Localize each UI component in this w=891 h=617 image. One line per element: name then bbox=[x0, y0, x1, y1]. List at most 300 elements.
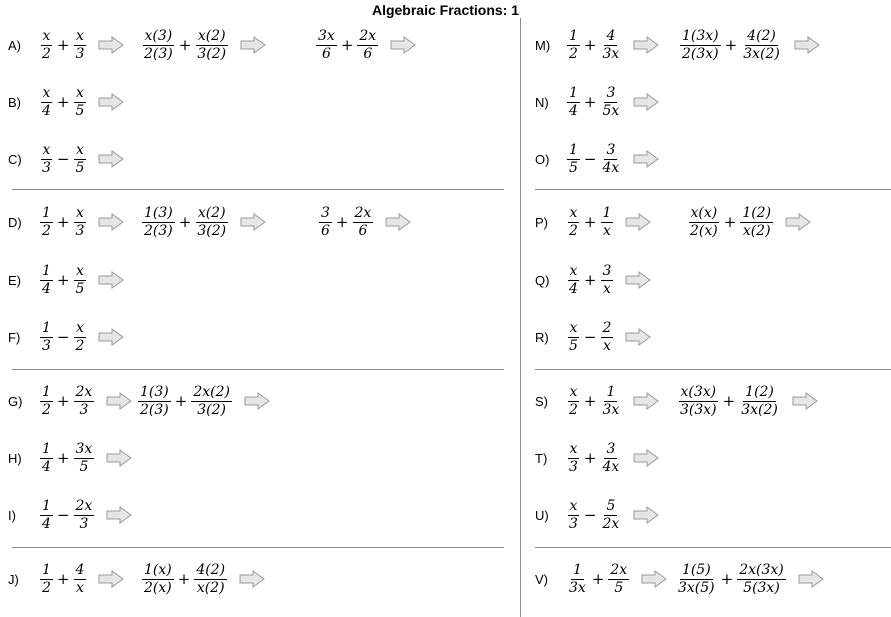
fraction bbox=[194, 563, 227, 595]
question-expression bbox=[565, 206, 615, 238]
fraction bbox=[40, 563, 53, 595]
step-expression bbox=[674, 563, 788, 595]
denominator: 3x bbox=[602, 45, 620, 62]
denominator: 2 bbox=[42, 401, 51, 418]
denominator: x(2) bbox=[196, 579, 225, 596]
denominator: 2(3x) bbox=[682, 45, 719, 62]
fraction bbox=[74, 321, 87, 353]
fraction bbox=[601, 321, 614, 353]
question-label: D) bbox=[8, 214, 22, 230]
arrow-icon bbox=[240, 36, 266, 54]
worked-step-v1 bbox=[674, 559, 834, 599]
question-expression bbox=[565, 264, 615, 296]
fraction bbox=[40, 143, 53, 175]
question-label: N) bbox=[535, 94, 549, 110]
operator: + bbox=[723, 213, 737, 231]
section-divider-left-3 bbox=[12, 547, 504, 548]
fraction bbox=[191, 385, 232, 417]
question-label: H) bbox=[8, 450, 22, 466]
worked-step-s1 bbox=[676, 381, 828, 421]
numerator: x bbox=[569, 383, 578, 400]
question-expression bbox=[565, 321, 615, 353]
denominator: 3(2) bbox=[197, 222, 227, 239]
fraction bbox=[567, 563, 588, 595]
denominator: 4 bbox=[569, 102, 578, 119]
arrow-icon bbox=[106, 506, 132, 524]
denominator: 3(2) bbox=[197, 401, 227, 418]
arrow-icon bbox=[633, 392, 659, 410]
denominator: 3 bbox=[42, 337, 51, 354]
section-divider-right-2 bbox=[535, 369, 891, 370]
arrow-icon bbox=[98, 213, 124, 231]
operator: − bbox=[56, 328, 70, 346]
question-o bbox=[535, 139, 669, 179]
numerator: x bbox=[569, 262, 578, 279]
worked-step-g1 bbox=[136, 381, 280, 421]
fraction bbox=[567, 29, 580, 61]
operator: + bbox=[591, 570, 605, 588]
denominator: 5 bbox=[75, 102, 85, 119]
denominator: 6 bbox=[321, 45, 331, 62]
section-divider-left-2 bbox=[12, 369, 504, 370]
fraction bbox=[741, 29, 782, 61]
numerator: 1(3) bbox=[140, 383, 169, 400]
question-expression bbox=[38, 86, 88, 118]
step-expression bbox=[140, 29, 230, 61]
arrow-icon bbox=[641, 570, 667, 588]
numerator: 1 bbox=[42, 561, 51, 578]
numerator: x bbox=[76, 319, 84, 336]
operator: + bbox=[56, 93, 70, 111]
question-label: E) bbox=[8, 272, 21, 288]
fraction bbox=[688, 206, 720, 238]
denominator: x(2) bbox=[742, 222, 771, 239]
arrow-icon bbox=[98, 36, 124, 54]
numerator: 3 bbox=[321, 204, 330, 221]
denominator: 5 bbox=[75, 159, 85, 176]
operator: + bbox=[583, 392, 597, 410]
numerator: 1 bbox=[569, 141, 578, 158]
question-label: P) bbox=[535, 214, 548, 230]
operator: + bbox=[583, 449, 597, 467]
question-expression bbox=[565, 86, 623, 118]
arrow-icon bbox=[625, 213, 651, 231]
numerator: 1 bbox=[569, 84, 578, 101]
denominator: x bbox=[76, 579, 84, 596]
operator: + bbox=[583, 36, 597, 54]
denominator: 3 bbox=[42, 159, 51, 176]
denominator: 5 bbox=[79, 458, 89, 475]
numerator: 1 bbox=[42, 319, 51, 336]
section-divider-right-1 bbox=[535, 189, 891, 190]
question-label: M) bbox=[535, 37, 551, 53]
numerator: x(2) bbox=[197, 204, 226, 221]
arrow-icon bbox=[633, 449, 659, 467]
question-expression bbox=[38, 499, 96, 531]
fraction bbox=[138, 385, 171, 417]
fraction bbox=[567, 321, 580, 353]
operator: − bbox=[583, 150, 597, 168]
denominator: 2(3) bbox=[144, 45, 173, 62]
question-s bbox=[535, 381, 669, 421]
arrow-icon bbox=[785, 213, 811, 231]
operator: + bbox=[56, 449, 70, 467]
fraction bbox=[40, 442, 53, 474]
fraction bbox=[74, 442, 95, 474]
fraction bbox=[601, 206, 614, 238]
numerator: x(3) bbox=[144, 27, 173, 44]
question-expression bbox=[565, 499, 623, 531]
question-label: V) bbox=[535, 571, 548, 587]
denominator: 3 bbox=[569, 458, 578, 475]
question-label: A) bbox=[8, 37, 21, 53]
question-b bbox=[8, 82, 134, 122]
arrow-icon bbox=[390, 36, 416, 54]
fraction bbox=[739, 385, 780, 417]
denominator: 5(3x) bbox=[743, 579, 780, 596]
numerator: 1(x) bbox=[144, 561, 172, 578]
numerator: 2x bbox=[354, 204, 372, 221]
fraction bbox=[601, 29, 622, 61]
step-expression bbox=[686, 206, 775, 238]
fraction bbox=[601, 442, 622, 474]
operator: + bbox=[583, 213, 597, 231]
numerator: 1 bbox=[42, 262, 51, 279]
fraction bbox=[601, 86, 622, 118]
fraction bbox=[74, 143, 87, 175]
question-p bbox=[535, 202, 661, 242]
arrow-icon bbox=[98, 328, 124, 346]
denominator: 2 bbox=[569, 45, 578, 62]
fraction bbox=[74, 264, 87, 296]
fraction bbox=[74, 563, 87, 595]
denominator: 5 bbox=[569, 159, 578, 176]
operator: + bbox=[56, 392, 70, 410]
numerator: 4(2) bbox=[196, 561, 226, 578]
denominator: 3(2) bbox=[197, 45, 227, 62]
denominator: 4 bbox=[42, 280, 51, 297]
denominator: 2 bbox=[569, 401, 578, 418]
numerator: 3x bbox=[75, 440, 93, 457]
fraction bbox=[601, 385, 622, 417]
numerator: x bbox=[42, 141, 51, 158]
section-divider-left-1 bbox=[12, 189, 504, 190]
fraction bbox=[567, 499, 580, 531]
operator: − bbox=[583, 328, 597, 346]
denominator: 2 bbox=[75, 337, 85, 354]
numerator: 1(2) bbox=[745, 383, 774, 400]
numerator: x bbox=[569, 440, 578, 457]
question-expression bbox=[38, 385, 96, 417]
numerator: x bbox=[569, 319, 578, 336]
fraction bbox=[608, 563, 629, 595]
section-divider-right-3 bbox=[535, 547, 891, 548]
fraction bbox=[601, 143, 622, 175]
question-f bbox=[8, 317, 134, 357]
operator: + bbox=[56, 36, 70, 54]
fraction bbox=[353, 206, 374, 238]
arrow-icon bbox=[633, 93, 659, 111]
numerator: x bbox=[76, 141, 84, 158]
question-h bbox=[8, 438, 142, 478]
question-g bbox=[8, 381, 142, 421]
question-expression bbox=[38, 143, 88, 175]
fraction bbox=[678, 385, 719, 417]
operator: + bbox=[340, 36, 354, 54]
numerator: x bbox=[76, 84, 84, 101]
question-label: B) bbox=[8, 94, 21, 110]
worked-step-a2 bbox=[314, 25, 426, 65]
arrow-icon bbox=[106, 449, 132, 467]
arrow-icon bbox=[98, 271, 124, 289]
fraction bbox=[567, 143, 580, 175]
numerator: 3 bbox=[606, 440, 616, 457]
worked-step-d2 bbox=[317, 202, 421, 242]
question-d bbox=[8, 202, 134, 242]
denominator: 6 bbox=[321, 222, 330, 239]
denominator: 3 bbox=[79, 515, 89, 532]
denominator: 4x bbox=[602, 159, 620, 176]
question-label: S) bbox=[535, 393, 548, 409]
denominator: 6 bbox=[363, 45, 373, 62]
denominator: 3x bbox=[602, 401, 620, 418]
arrow-icon bbox=[633, 150, 659, 168]
denominator: x bbox=[603, 337, 611, 354]
denominator: 3 bbox=[569, 515, 578, 532]
operator: − bbox=[583, 506, 597, 524]
operator: − bbox=[56, 150, 70, 168]
fraction bbox=[601, 264, 614, 296]
arrow-icon bbox=[240, 213, 266, 231]
question-expression bbox=[38, 563, 88, 595]
fraction bbox=[601, 499, 622, 531]
fraction bbox=[40, 86, 53, 118]
fraction bbox=[737, 563, 786, 595]
denominator: 3x(2) bbox=[741, 401, 778, 418]
numerator: 2x(3x) bbox=[739, 561, 784, 578]
numerator: 2x(2) bbox=[193, 383, 230, 400]
fraction bbox=[74, 206, 87, 238]
question-r bbox=[535, 317, 661, 357]
question-m bbox=[535, 25, 669, 65]
question-label: J) bbox=[8, 571, 19, 587]
numerator: x bbox=[569, 497, 578, 514]
numerator: 3 bbox=[606, 84, 616, 101]
arrow-icon bbox=[625, 271, 651, 289]
numerator: 2x bbox=[610, 561, 628, 578]
numerator: 2 bbox=[602, 319, 612, 336]
denominator: 4x bbox=[602, 458, 620, 475]
fraction bbox=[567, 264, 580, 296]
fraction bbox=[40, 264, 53, 296]
numerator: 4(2) bbox=[747, 27, 776, 44]
denominator: x bbox=[603, 222, 611, 239]
question-expression bbox=[38, 321, 88, 353]
numerator: 2x bbox=[75, 497, 93, 514]
question-expression bbox=[565, 143, 623, 175]
worked-step-j1 bbox=[140, 559, 275, 599]
fraction bbox=[142, 29, 175, 61]
denominator: 3 bbox=[75, 222, 85, 239]
question-u bbox=[535, 495, 669, 535]
step-expression bbox=[314, 29, 380, 61]
step-expression bbox=[140, 206, 230, 238]
arrow-icon bbox=[244, 392, 270, 410]
operator: + bbox=[56, 570, 70, 588]
numerator: x(3x) bbox=[680, 383, 717, 400]
question-label: C) bbox=[8, 151, 22, 167]
question-expression bbox=[38, 206, 88, 238]
question-label: T) bbox=[535, 450, 548, 466]
question-v bbox=[535, 559, 677, 599]
arrow-icon bbox=[794, 36, 820, 54]
operator: + bbox=[583, 271, 597, 289]
fraction bbox=[74, 385, 95, 417]
fraction bbox=[40, 321, 53, 353]
operator: + bbox=[178, 213, 192, 231]
fraction bbox=[567, 385, 580, 417]
numerator: 3x bbox=[318, 27, 335, 44]
denominator: 4 bbox=[42, 515, 51, 532]
question-label: O) bbox=[535, 151, 550, 167]
operator: + bbox=[178, 36, 192, 54]
numerator: 1(3x) bbox=[682, 27, 719, 44]
fraction bbox=[195, 206, 228, 238]
operator: + bbox=[174, 392, 188, 410]
fraction bbox=[319, 206, 332, 238]
worked-step-a1 bbox=[140, 25, 276, 65]
denominator: 4 bbox=[42, 102, 51, 119]
arrow-icon bbox=[625, 328, 651, 346]
numerator: 1(2) bbox=[742, 204, 772, 221]
question-j bbox=[8, 559, 134, 599]
question-a bbox=[8, 25, 134, 65]
worksheet-title: Algebraic Fractions: 1 bbox=[371, 2, 520, 18]
numerator: x bbox=[42, 27, 51, 44]
arrow-icon bbox=[633, 36, 659, 54]
numerator: 1 bbox=[606, 383, 616, 400]
question-label: I) bbox=[8, 507, 16, 523]
fraction bbox=[676, 563, 717, 595]
question-n bbox=[535, 82, 669, 122]
question-c bbox=[8, 139, 134, 179]
numerator: 1(3) bbox=[144, 204, 173, 221]
arrow-icon bbox=[798, 570, 824, 588]
arrow-icon bbox=[98, 570, 124, 588]
arrow-icon bbox=[633, 506, 659, 524]
denominator: 2x bbox=[602, 515, 620, 532]
denominator: 3x(5) bbox=[678, 579, 715, 596]
operator: − bbox=[56, 506, 70, 524]
operator: + bbox=[722, 392, 736, 410]
fraction bbox=[316, 29, 337, 61]
operator: + bbox=[177, 570, 191, 588]
arrow-icon bbox=[792, 392, 818, 410]
numerator: 1 bbox=[572, 561, 582, 578]
operator: + bbox=[56, 213, 70, 231]
question-expression bbox=[565, 29, 623, 61]
denominator: 2 bbox=[42, 579, 51, 596]
fraction bbox=[74, 499, 95, 531]
numerator: 1 bbox=[569, 27, 578, 44]
question-label: R) bbox=[535, 329, 549, 345]
numerator: x(x) bbox=[690, 204, 718, 221]
operator: + bbox=[724, 36, 738, 54]
fraction bbox=[40, 385, 53, 417]
question-expression bbox=[565, 442, 623, 474]
question-expression bbox=[565, 563, 631, 595]
fraction bbox=[357, 29, 378, 61]
denominator: 2(3) bbox=[144, 222, 173, 239]
step-expression bbox=[678, 29, 784, 61]
question-expression bbox=[565, 385, 623, 417]
denominator: 3x bbox=[569, 579, 586, 596]
worked-step-d1 bbox=[140, 202, 276, 242]
denominator: 6 bbox=[358, 222, 368, 239]
question-label: F) bbox=[8, 329, 21, 345]
arrow-icon bbox=[98, 150, 124, 168]
operator: + bbox=[583, 93, 597, 111]
numerator: 2x bbox=[75, 383, 93, 400]
fraction bbox=[567, 442, 580, 474]
numerator: x bbox=[76, 204, 84, 221]
denominator: 2 bbox=[42, 222, 51, 239]
fraction bbox=[142, 206, 175, 238]
numerator: x bbox=[42, 84, 51, 101]
question-q bbox=[535, 260, 661, 300]
fraction bbox=[74, 86, 87, 118]
operator: + bbox=[335, 213, 349, 231]
denominator: 5x bbox=[602, 102, 620, 119]
denominator: 5 bbox=[614, 579, 624, 596]
numerator: x bbox=[76, 262, 84, 279]
numerator: 4 bbox=[606, 27, 616, 44]
numerator: 4 bbox=[75, 561, 85, 578]
arrow-icon bbox=[98, 93, 124, 111]
question-expression bbox=[38, 264, 88, 296]
denominator: 2(x) bbox=[690, 222, 718, 239]
numerator: 1 bbox=[42, 440, 51, 457]
denominator: 2 bbox=[42, 45, 51, 62]
numerator: x bbox=[76, 27, 84, 44]
fraction bbox=[74, 29, 87, 61]
fraction bbox=[740, 206, 773, 238]
fraction bbox=[195, 29, 228, 61]
denominator: 3 bbox=[79, 401, 89, 418]
denominator: 3 bbox=[75, 45, 85, 62]
fraction bbox=[40, 206, 53, 238]
question-label: Q) bbox=[535, 272, 550, 288]
numerator: 1 bbox=[42, 383, 51, 400]
numerator: 1(5) bbox=[681, 561, 711, 578]
arrow-icon bbox=[385, 213, 411, 231]
worked-step-m1 bbox=[678, 25, 830, 65]
fraction bbox=[40, 29, 53, 61]
arrow-icon bbox=[106, 392, 132, 410]
numerator: 5 bbox=[606, 497, 616, 514]
numerator: 1 bbox=[42, 204, 51, 221]
denominator: x bbox=[603, 280, 611, 297]
denominator: 4 bbox=[42, 458, 51, 475]
numerator: x bbox=[569, 204, 578, 221]
operator: + bbox=[720, 570, 734, 588]
fraction bbox=[142, 563, 174, 595]
numerator: 1 bbox=[602, 204, 612, 221]
numerator: 3 bbox=[602, 262, 612, 279]
denominator: 2(3) bbox=[140, 401, 169, 418]
column-divider bbox=[520, 18, 521, 617]
fraction bbox=[40, 499, 53, 531]
